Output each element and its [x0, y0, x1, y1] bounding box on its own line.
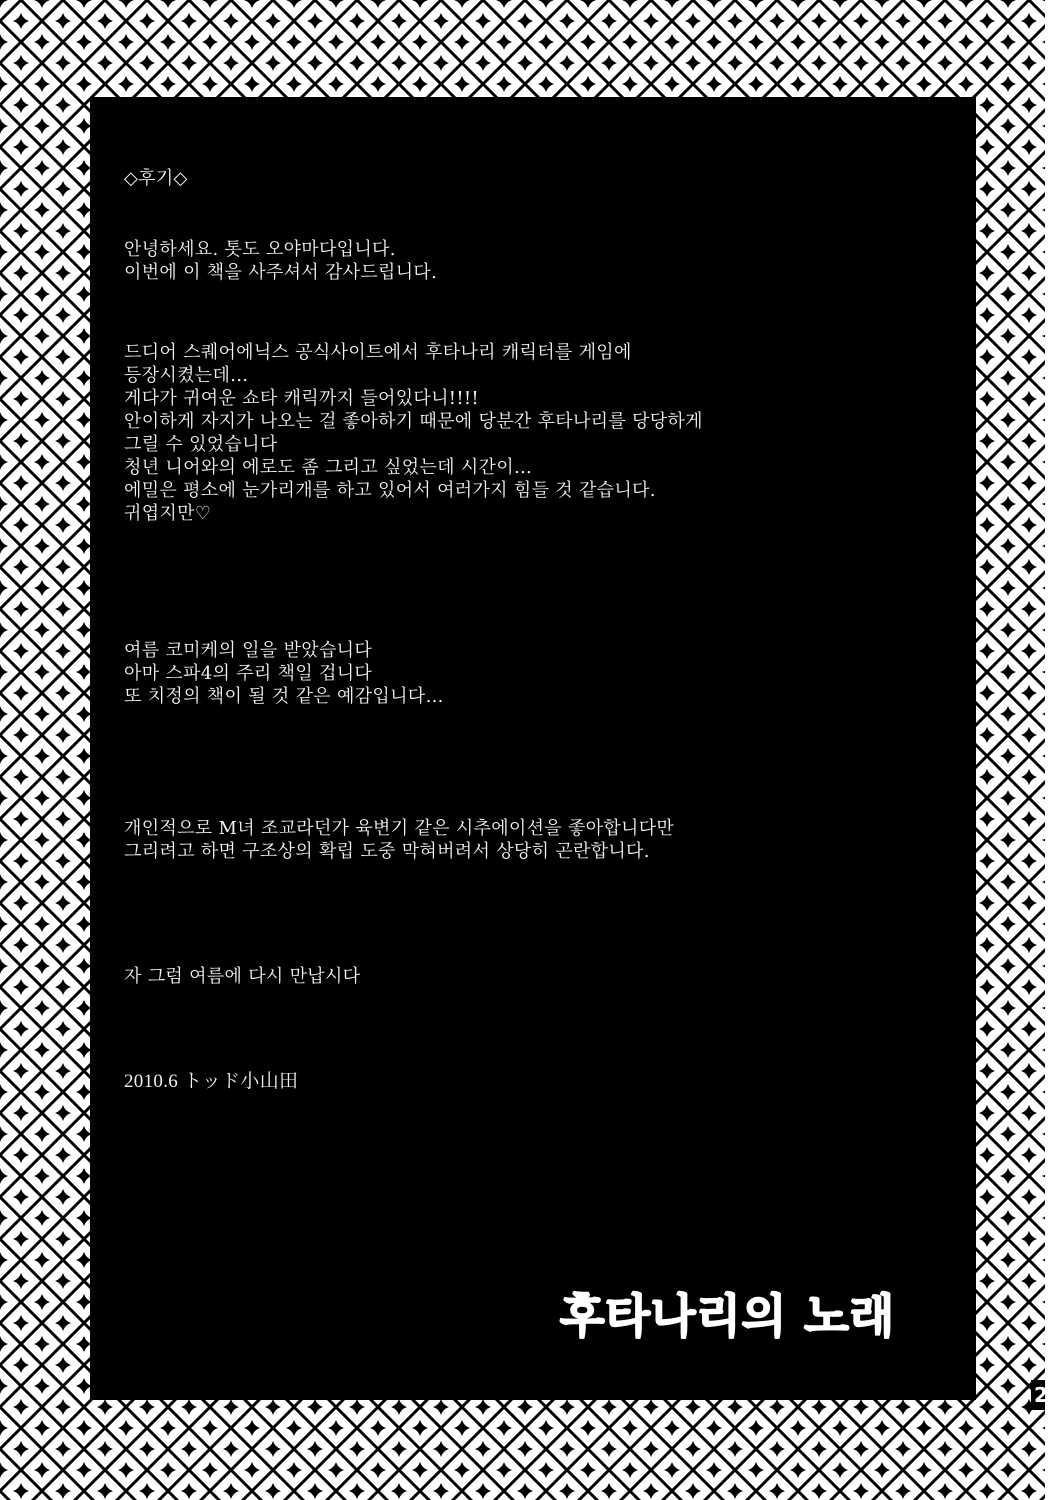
body-paragraph-1 — [124, 341, 703, 525]
text-line: 그리려고 하면 구조상의 확립 도중 막혀버려서 상당히 곤란합니다. — [124, 841, 650, 862]
text-line: 그릴 수 있었습니다 — [124, 434, 278, 455]
text-panel — [90, 97, 976, 1400]
text-line: 등장시켰는데… — [124, 365, 249, 386]
text-line: 드디어 스퀘어에닉스 공식사이트에서 후타나리 캐릭터를 게임에 — [124, 342, 632, 363]
text-line: 아마 스파4의 주리 책일 겁니다 — [124, 663, 373, 684]
page-number: 2 — [1031, 1380, 1045, 1410]
text-line: 청년 니어와의 에로도 좀 그리고 싶었는데 시간이… — [124, 457, 533, 478]
signature-line: 2010.6 トッド小山田 — [124, 1071, 299, 1092]
text-line: 안녕하세요. 톳도 오야마다입니다. — [124, 239, 396, 260]
text-line: 이번에 이 책을 사주셔서 감사드립니다. — [124, 262, 438, 283]
text-line: 에밀은 평소에 눈가리개를 하고 있어서 여러가지 힘들 것 같습니다. — [124, 480, 656, 501]
afterword-heading: ◇후기◇ — [124, 168, 188, 189]
greeting-paragraph — [124, 238, 437, 284]
text-line: 또 치정의 책이 될 것 같은 예감입니다… — [124, 686, 444, 707]
text-line: 개인적으로 M녀 조교라던가 육변기 같은 시추에이션을 좋아합니다만 — [124, 818, 675, 839]
text-line: 게다가 귀여운 쇼타 캐릭까지 들어있다니!!!! — [124, 388, 479, 409]
text-line: 안이하게 자지가 나오는 걸 좋아하기 때문에 당분간 후타나리를 당당하게 — [124, 411, 703, 432]
body-paragraph-2 — [124, 639, 444, 708]
farewell-line: 자 그럼 여름에 다시 만납시다 — [124, 966, 361, 987]
text-line: 여름 코미케의 일을 받았습니다 — [124, 640, 373, 661]
text-line: 귀엽지만♡ — [124, 503, 212, 524]
body-paragraph-3 — [124, 817, 674, 863]
book-title-logo: 후타나리의 노래 — [560, 1289, 896, 1343]
